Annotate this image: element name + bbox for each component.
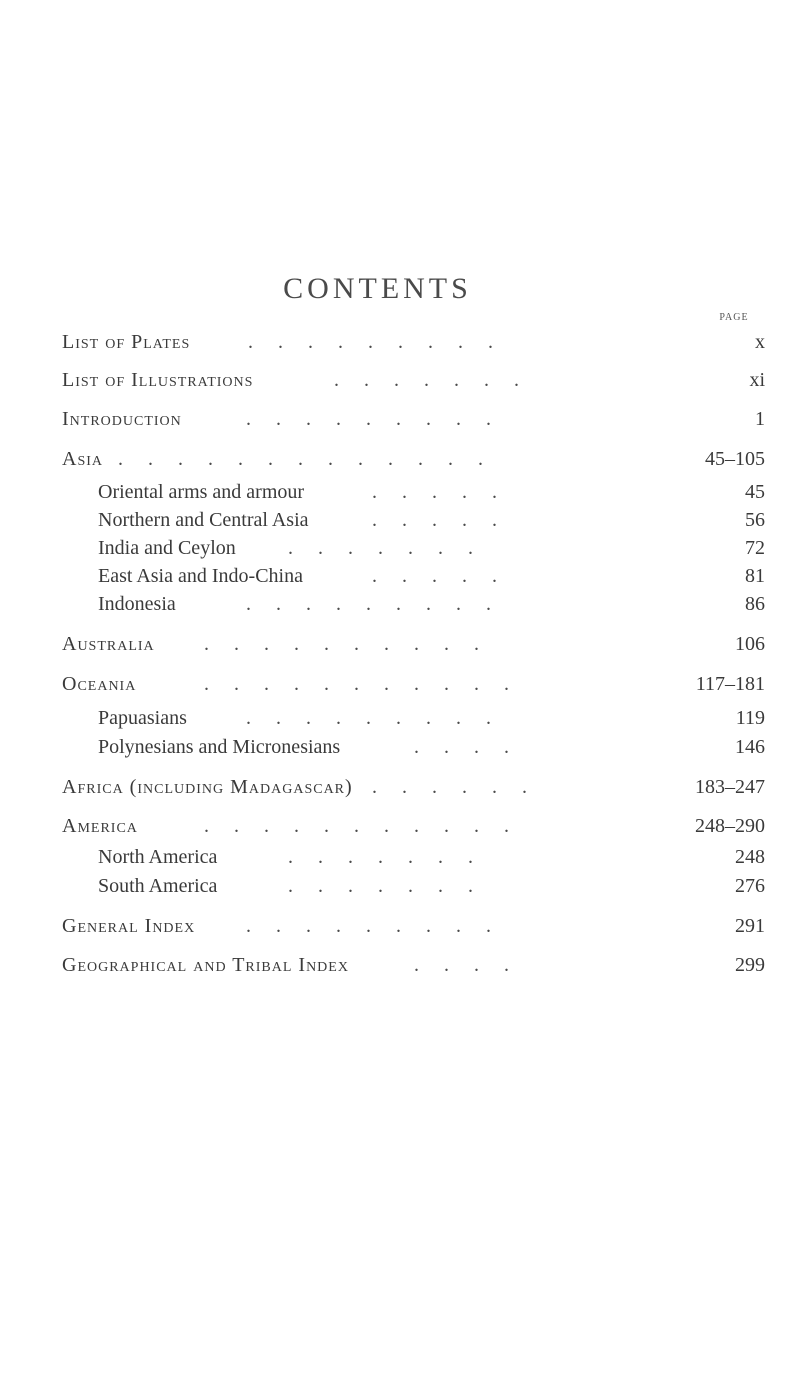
toc-entry-introduction[interactable] [0, 404, 800, 434]
toc-entry-page: xi [749, 369, 765, 391]
dot-leader: . . . . . . . . . . [204, 633, 479, 655]
dot-leader: . . . . . . . . . . . [204, 673, 509, 695]
toc-entry-label: General Index [62, 915, 196, 937]
toc-entry-page: 56 [745, 509, 765, 531]
toc-entry-label: List of Illustrations [62, 369, 254, 391]
toc-entry-page: 119 [735, 707, 765, 729]
toc-entry-page: 106 [735, 633, 765, 655]
toc-entry-papuasians[interactable] [0, 703, 800, 733]
toc-entry-label: Oceania [62, 673, 137, 695]
toc-entry-africa[interactable] [0, 772, 800, 802]
toc-entry-oriental-arms[interactable] [0, 477, 800, 507]
dot-leader: . . . . . . . . . [246, 707, 491, 729]
toc-entry-label: East Asia and Indo-China [98, 565, 303, 587]
toc-entry-page: 117–181 [695, 673, 765, 695]
dot-leader: . . . . . . . . . [246, 593, 491, 615]
toc-entry-indonesia[interactable] [0, 589, 800, 619]
dot-leader: . . . . . [372, 565, 497, 587]
toc-entry-page: 248 [735, 846, 765, 868]
toc-entry-label: Africa (including Madagascar) [62, 776, 353, 798]
toc-entry-page: 183–247 [695, 776, 765, 798]
dot-leader: . . . . [414, 736, 509, 758]
toc-entry-page: 45 [745, 481, 765, 503]
toc-entry-label: South America [98, 875, 218, 897]
toc-entry-india-ceylon[interactable] [0, 533, 800, 563]
toc-entry-label: Papuasians [98, 707, 187, 729]
dot-leader: . . . . . . . . . [246, 915, 491, 937]
dot-leader: . . . . . [372, 509, 497, 531]
toc-entry-label: Northern and Central Asia [98, 509, 309, 531]
toc-entry-list-of-plates[interactable] [0, 327, 800, 357]
toc-entry-list-of-illustrations[interactable] [0, 365, 800, 395]
toc-entry-page: 299 [735, 954, 765, 976]
dot-leader: . . . . . . . . . . . [204, 815, 509, 837]
toc-entry-geographical-tribal-index[interactable] [0, 950, 800, 980]
toc-entry-label: America [62, 815, 138, 837]
toc-entry-page: 72 [745, 537, 765, 559]
toc-entry-label: Oriental arms and armour [98, 481, 305, 503]
toc-entry-polynesians[interactable] [0, 732, 800, 762]
toc-entry-page: 86 [745, 593, 765, 615]
toc-entry-general-index[interactable] [0, 911, 800, 941]
toc-entry-label: North America [98, 846, 218, 868]
toc-entry-page: 45–105 [705, 448, 765, 470]
page-title: CONTENTS [283, 272, 472, 305]
toc-entry-page: 291 [735, 915, 765, 937]
dot-leader: . . . . . . . . . [248, 331, 493, 353]
toc-entry-australia[interactable] [0, 629, 800, 659]
page-column-label: PAGE [719, 312, 749, 323]
toc-entry-label: Indonesia [98, 593, 176, 615]
dot-leader: . . . . . . . [288, 875, 473, 897]
dot-leader: . . . . . . . [334, 369, 519, 391]
toc-entry-america[interactable] [0, 811, 800, 841]
toc-entry-page: 146 [735, 736, 765, 758]
toc-entry-label: List of Plates [62, 331, 191, 353]
toc-entry-label: Asia [62, 448, 104, 470]
toc-entry-label: Geographical and Tribal Index [62, 954, 349, 976]
dot-leader: . . . . [414, 954, 509, 976]
toc-entry-south-america[interactable] [0, 871, 800, 901]
toc-entry-asia[interactable] [0, 444, 800, 474]
toc-entry-page: 248–290 [695, 815, 765, 837]
dot-leader: . . . . . . . [288, 846, 473, 868]
toc-entry-northern-central-asia[interactable] [0, 505, 800, 535]
toc-entry-page: x [755, 331, 765, 353]
toc-entry-east-asia[interactable] [0, 561, 800, 591]
toc-entry-page: 81 [745, 565, 765, 587]
dot-leader: . . . . . . . . . [246, 408, 491, 430]
toc-entry-page: 1 [755, 408, 765, 430]
dot-leader: . . . . . . . [288, 537, 473, 559]
toc-entry-page: 276 [735, 875, 765, 897]
dot-leader: . . . . . . [372, 776, 527, 798]
dot-leader: . . . . . [372, 481, 497, 503]
toc-entry-label: India and Ceylon [98, 537, 236, 559]
toc-entry-label: Australia [62, 633, 155, 655]
toc-entry-label: Introduction [62, 408, 182, 430]
dot-leader: . . . . . . . . . . . . . [118, 448, 483, 470]
toc-entry-label: Polynesians and Micronesians [98, 736, 341, 758]
toc-entry-oceania[interactable] [0, 669, 800, 699]
toc-entry-north-america[interactable] [0, 842, 800, 872]
